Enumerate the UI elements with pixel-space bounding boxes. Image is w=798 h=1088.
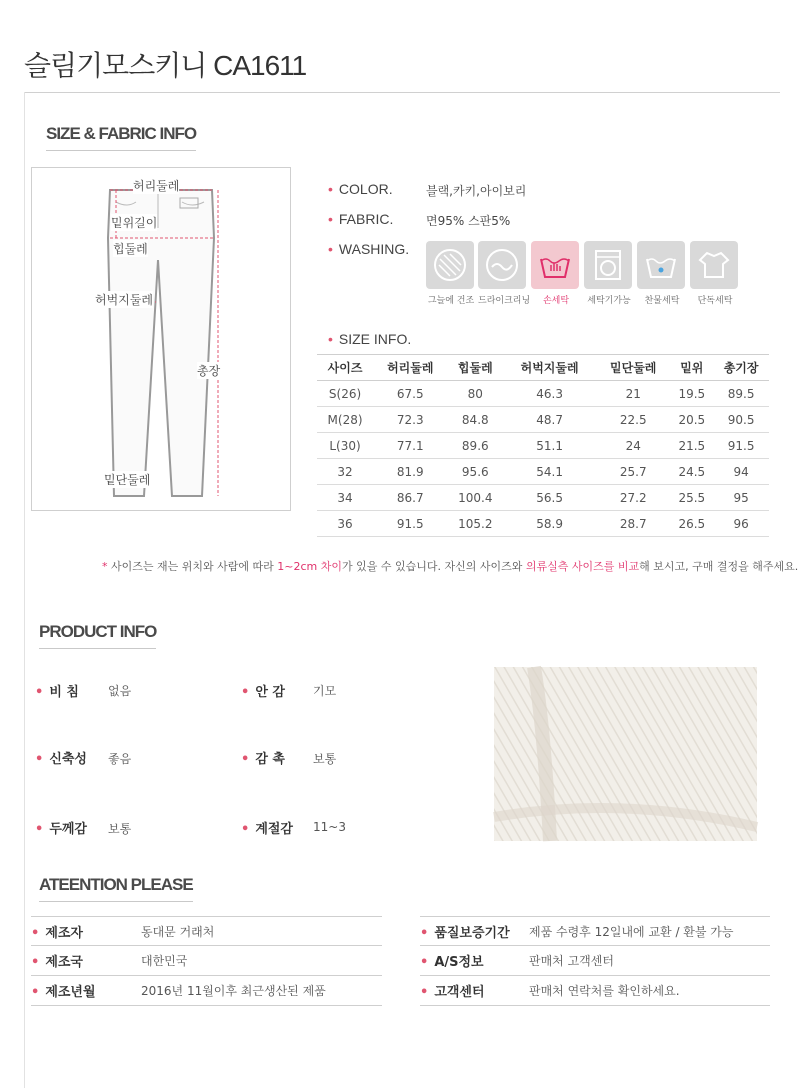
table-cell: 58.9 [503,511,596,537]
wash-item-dry-clean [478,241,531,306]
pants-diagram [31,167,291,511]
table-cell: 36 [317,511,373,537]
color-label: • COLOR. [328,181,393,197]
diagram-waist-label: 허리둘레 [133,179,180,193]
table-cell: 89.5 [713,381,769,407]
season-value: 11~3 [313,820,346,834]
table-cell: 95.6 [447,459,503,485]
attention-row-country: • 제조국 대한민국 [31,946,382,976]
washing-machine-icon [584,241,632,289]
table-cell: 72.3 [373,407,447,433]
table-cell: 86.7 [373,485,447,511]
table-cell: 25.7 [596,459,670,485]
table-cell: 94 [713,459,769,485]
table-cell: 27.2 [596,485,670,511]
diagram-length-label: 총장 [197,364,221,378]
table-cell: S(26) [317,381,373,407]
wash-item-shade-dry [426,241,476,306]
size-note: * 사이즈는 재는 위치와 사람에 따라 1~2cm 차이가 있을 수 있습니다. 자신의 사이즈와 의류실측 사이즈를 비교해 보시고, 구매 결정을 해주세요. [102,560,798,573]
diagram-hip-label: 힙둘레 [113,242,148,256]
separate-wash-icon [690,241,738,289]
sheer-key: • 비 침 [35,685,79,700]
header-hem: 밑단둘레 [596,355,670,381]
color-value: 블랙,카키,아이보리 [426,184,527,198]
wash-item-cold-water [637,241,687,306]
diagram-thigh-label: 허벅지둘레 [95,293,153,307]
cold-water-icon [637,241,685,289]
shade-dry-icon [426,241,474,289]
thickness-key: • 두께감 [35,822,87,837]
table-cell: 80 [447,381,503,407]
stretch-key: • 신축성 [35,752,87,767]
table-cell: L(30) [317,433,373,459]
header-size: 사이즈 [317,355,373,381]
table-cell: 54.1 [503,459,596,485]
attention-row-date: • 제조년월 2016년 11월이후 최근생산된 제품 [31,976,382,1006]
table-cell: 51.1 [503,433,596,459]
table-cell: 89.6 [447,433,503,459]
table-cell: 56.5 [503,485,596,511]
left-border [24,92,25,1088]
wash-label: 세탁기가능 [587,296,631,306]
title-divider [24,92,780,93]
table-row [317,433,769,459]
table-cell: 105.2 [447,511,503,537]
wash-label: 그늘에 건조 [427,296,475,306]
table-row [317,381,769,407]
dry-clean-icon [478,241,526,289]
table-cell: 91.5 [373,511,447,537]
table-cell: 21.5 [670,433,713,459]
table-row [317,511,769,537]
table-cell: 84.8 [447,407,503,433]
touch-value: 보통 [313,752,337,766]
thickness-value: 보통 [108,822,132,836]
pants-outline-icon [32,168,290,510]
touch-key: • 감 촉 [241,752,285,767]
table-cell: 91.5 [713,433,769,459]
sheer-value: 없음 [108,684,132,698]
fabric-swatch-image [494,667,757,841]
table-cell: 19.5 [670,381,713,407]
wash-label: 단독세탁 [697,296,733,306]
lining-value: 기모 [313,684,337,698]
table-cell: 67.5 [373,381,447,407]
table-cell: M(28) [317,407,373,433]
header-length: 총기장 [713,355,769,381]
table-cell: 22.5 [596,407,670,433]
table-cell: 34 [317,485,373,511]
table-row [317,485,769,511]
product-info-heading: PRODUCT INFO [39,622,156,649]
table-cell: 21 [596,381,670,407]
wash-item-separate [690,241,740,306]
size-fabric-heading: SIZE & FABRIC INFO [46,124,196,151]
table-cell: 90.5 [713,407,769,433]
product-title: 슬림기모스키니 CA1611 [24,50,307,81]
diagram-hem-label: 밑단둘레 [104,473,151,487]
size-table [317,354,769,537]
attention-row-service: • 고객센터 판매처 연락처를 확인하세요. [420,976,770,1006]
wash-label: 찬물세탁 [644,296,680,306]
size-table-header [317,355,769,381]
size-info-label: • SIZE INFO. [328,331,412,347]
table-row [317,459,769,485]
wash-item-hand-wash [531,241,581,306]
lining-key: • 안 감 [241,685,285,700]
table-cell: 20.5 [670,407,713,433]
table-cell: 77.1 [373,433,447,459]
table-cell: 81.9 [373,459,447,485]
season-key: • 계절감 [241,822,293,837]
table-cell: 46.3 [503,381,596,407]
header-thigh: 허벅지둘레 [503,355,596,381]
wash-label: 손세탁 [542,296,570,306]
washing-label: • WASHING. [328,241,410,257]
table-cell: 32 [317,459,373,485]
header-rise: 밑위 [670,355,713,381]
header-waist: 허리둘레 [373,355,447,381]
table-cell: 28.7 [596,511,670,537]
table-cell: 24.5 [670,459,713,485]
table-cell: 24 [596,433,670,459]
wash-item-machine [584,241,634,306]
fabric-label: • FABRIC. [328,211,394,227]
table-cell: 25.5 [670,485,713,511]
table-cell: 48.7 [503,407,596,433]
attention-heading: ATEENTION PLEASE [39,875,193,902]
fabric-value: 면95% 스판5% [426,214,511,228]
attention-row-as: • A/S정보 판매처 고객센터 [420,946,770,976]
header-hip: 힙둘레 [447,355,503,381]
table-cell: 96 [713,511,769,537]
table-cell: 26.5 [670,511,713,537]
attention-row-manufacturer: • 제조자 동대문 거래처 [31,916,382,946]
attention-row-warranty: • 품질보증기간 제품 수령후 12일내에 교환 / 환불 가능 [420,916,770,946]
stretch-value: 좋음 [108,752,132,766]
table-row [317,407,769,433]
table-cell: 95 [713,485,769,511]
diagram-rise-label: 밑위길이 [111,216,158,230]
hand-wash-icon [531,241,579,289]
wash-label: 드라이크리닝 [478,296,531,306]
table-cell: 100.4 [447,485,503,511]
